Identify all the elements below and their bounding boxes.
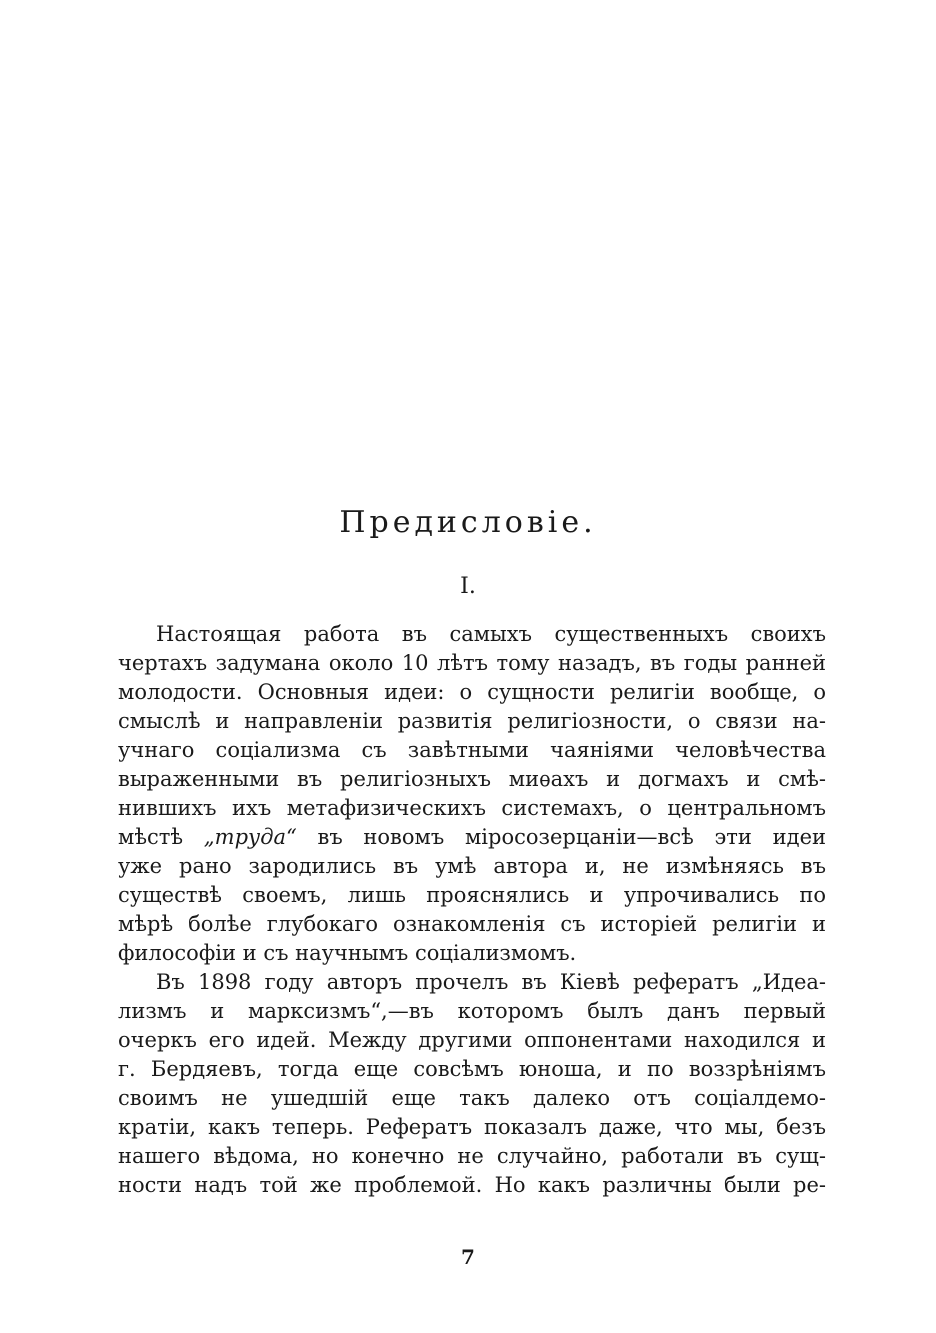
- page-number: 7: [461, 1245, 475, 1269]
- text-line: нившихъ ихъ метафизическихъ системахъ, о центральномъ: [118, 796, 826, 820]
- text-line: уже рано зародились въ умѣ автора и, не измѣняясь въ: [118, 854, 826, 878]
- text-line: нашего вѣдома, но конечно не случайно, работали въ сущ-: [118, 1144, 826, 1168]
- text-line: г. Бердяевъ, тогда еще совсѣмъ юноша, и по воззрѣніямъ: [118, 1057, 826, 1081]
- section-number: I.: [460, 574, 476, 599]
- text-line: ности надъ той же проблемой. Но какъ различны были ре-: [118, 1173, 826, 1197]
- text-line: выраженными въ религіозныхъ миѳахъ и догмахъ и смѣ-: [118, 767, 826, 791]
- text-line: Настоящая работа въ самыхъ существенныхъ своихъ: [156, 622, 826, 646]
- text-line: учнаго соціализма съ завѣтными чаяніями человѣчества: [118, 738, 826, 762]
- page-title: Предисловіе.: [339, 505, 597, 540]
- text-fragment: мѣстѣ: [118, 825, 204, 849]
- text-line: молодости. Основныя идеи: о сущности религіи вообще, о: [118, 680, 826, 704]
- text-line: смыслѣ и направленіи развитія религіозности, о связи на-: [118, 709, 826, 733]
- text-line: кратіи, какъ теперь. Рефератъ показалъ даже, что мы, безъ: [118, 1115, 826, 1139]
- text-line: очеркъ его идей. Между другими оппонентами находился и: [118, 1028, 826, 1052]
- text-line: лизмъ и марксизмъ“,—въ которомъ былъ данъ первый: [118, 999, 826, 1023]
- text-fragment: въ новомъ міросозерцаніи—всѣ эти идеи: [296, 825, 826, 849]
- text-line-with-emphasis: [118, 823, 826, 852]
- text-line: своимъ не ушедшій еще такъ далеко отъ соціалдемо-: [118, 1086, 826, 1110]
- text-line: существѣ своемъ, лишь прояснялись и упрочивались по: [118, 883, 826, 907]
- text-line: Въ 1898 году авторъ прочелъ въ Кіевѣ рефератъ „Идеа-: [156, 970, 826, 994]
- emphasized-word: „труда“: [203, 825, 297, 849]
- body-text: [118, 620, 826, 1200]
- text-line: философіи и съ научнымъ соціализмомъ.: [118, 941, 577, 965]
- text-line: мѣрѣ болѣе глубокаго ознакомленія съ исторіей религіи и: [118, 912, 826, 936]
- text-line: чертахъ задумана около 10 лѣтъ тому назадъ, въ годы ранней: [118, 651, 826, 675]
